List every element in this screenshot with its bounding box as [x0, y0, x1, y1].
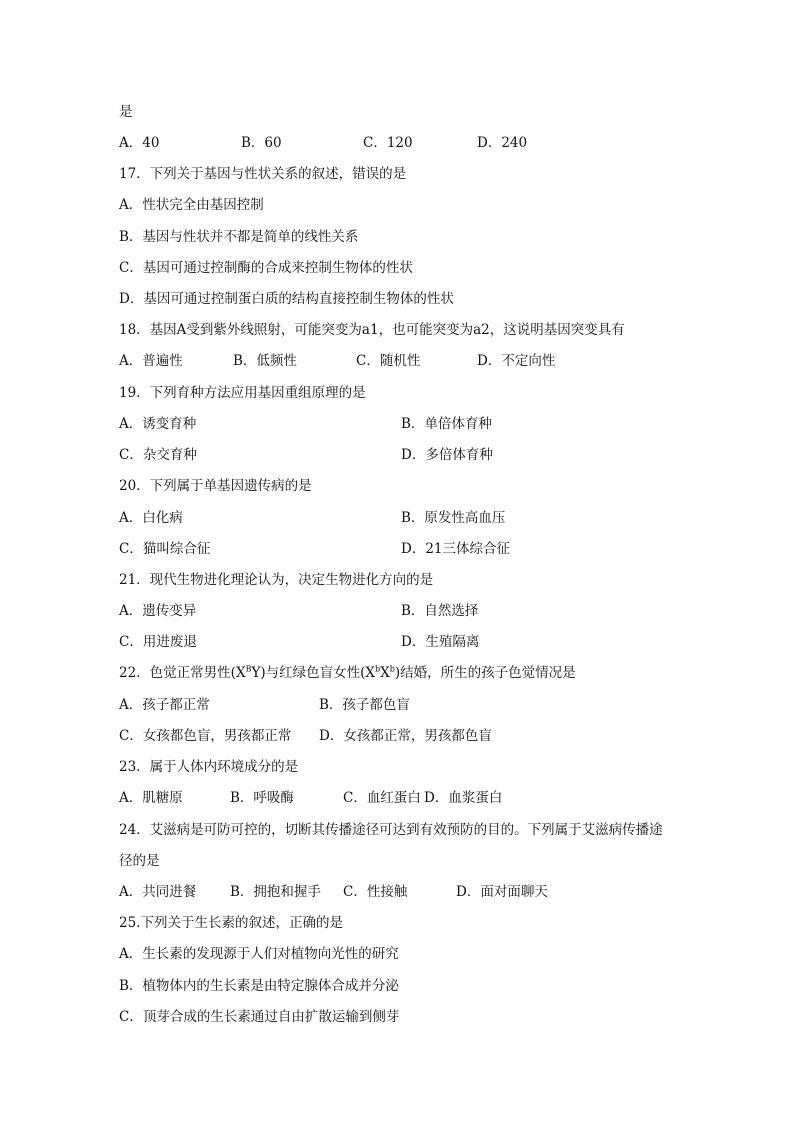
- q20-option-b: B．原发性高血压: [401, 510, 506, 526]
- q18-option-c: C．随机性: [356, 353, 421, 369]
- q25-option-c: C．顶芽合成的生长素通过自由扩散运输到侧芽: [119, 1009, 400, 1025]
- q22-option-c: C．女孩都色盲，男孩都正常: [119, 728, 292, 744]
- q23-option-d: D．血浆蛋白: [424, 790, 503, 806]
- q19-stem: 19．下列育种方法应用基因重组原理的是: [119, 385, 366, 401]
- q23-option-b: B．呼吸酶: [230, 790, 294, 806]
- q19-option-a: A．诱变育种: [119, 416, 197, 432]
- q22-stem: 22．色觉正常男性$(X^BY)$与红绿色盲女性$(X^bX^b)$结婚，所生的孩子色觉情况是: [119, 664, 576, 681]
- q19-option-d: D．多倍体育种: [401, 447, 493, 463]
- q18-option-d: D．不定向性: [477, 353, 556, 369]
- q16-option-c: C．120: [363, 135, 413, 151]
- q18-stem: 18．基因A受到紫外线照射，可能突变为a1，也可能突变为a2，这说明基因突变具有: [119, 322, 625, 338]
- q24-option-d: D．面对面聊天: [456, 884, 548, 900]
- q25-stem: 25.下列关于生长素的叙述，正确的是: [119, 915, 343, 931]
- q22-sup-b: B: [245, 664, 252, 674]
- q16-option-b: B．60: [241, 135, 282, 151]
- q24-option-c: C．性接触: [343, 884, 408, 900]
- q18-option-a: A．普遍性: [119, 353, 183, 369]
- q21-option-d: D．生殖隔离: [401, 634, 480, 650]
- q19-option-c: C．杂交育种: [119, 447, 197, 463]
- q24-option-a: A．共同进餐: [119, 884, 197, 900]
- q19-option-b: B．单倍体育种: [401, 416, 492, 432]
- q21-option-c: C．用进废退: [119, 634, 197, 650]
- q16-stem-tail: 是: [119, 104, 133, 120]
- q23-stem: 23．属于人体内环境成分的是: [119, 759, 299, 775]
- q22-option-b: B．孩子都色盲: [319, 697, 410, 713]
- q17-option-c: C．基因可通过控制酶的合成来控制生物体的性状: [119, 260, 413, 276]
- q20-stem: 20．下列属于单基因遗传病的是: [119, 478, 312, 494]
- q21-stem: 21．现代生物进化理论认为，决定生物进化方向的是: [119, 572, 434, 588]
- q22-sup-b1: b: [375, 664, 381, 674]
- q24-stem-line2: 径的是: [119, 853, 160, 869]
- q22-option-a: A．孩子都正常: [119, 697, 210, 713]
- q22-sup-b2: b: [389, 664, 395, 674]
- q24-option-b: B．拥抱和握手: [230, 884, 321, 900]
- q24-stem-line1: 24．艾滋病是可防可控的，切断其传播途径可达到有效预防的目的。下列属于艾滋病传播途: [119, 822, 663, 838]
- q23-option-a: A．肌糖原: [119, 790, 183, 806]
- q25-option-b: B．植物体内的生长素是由特定腺体合成并分泌: [119, 978, 399, 994]
- q17-option-b: B．基因与性状并不都是简单的线性关系: [119, 229, 359, 245]
- q16-option-a: A．40: [119, 135, 160, 151]
- q16-option-d: D．240: [477, 135, 528, 151]
- q17-stem: 17．下列关于基因与性状关系的叙述，错误的是: [119, 166, 407, 182]
- q17-option-a: A．性状完全由基因控制: [119, 197, 264, 213]
- q23-option-c: C．血红蛋白: [343, 790, 421, 806]
- q20-option-c: C．猫叫综合征: [119, 541, 211, 557]
- q22-option-d: D．女孩都正常，男孩都色盲: [319, 728, 492, 744]
- q21-option-b: B．自然选择: [401, 603, 479, 619]
- q17-option-d: D．基因可通过控制蛋白质的结构直接控制生物体的性状: [119, 291, 454, 307]
- q21-option-a: A．遗传变异: [119, 603, 197, 619]
- q18-option-b: B．低频性: [233, 353, 297, 369]
- q25-option-a: A．生长素的发现源于人们对植物向光性的研究: [119, 946, 399, 962]
- q20-option-d: D．21三体综合征: [401, 541, 511, 557]
- q20-option-a: A．白化病: [119, 510, 183, 526]
